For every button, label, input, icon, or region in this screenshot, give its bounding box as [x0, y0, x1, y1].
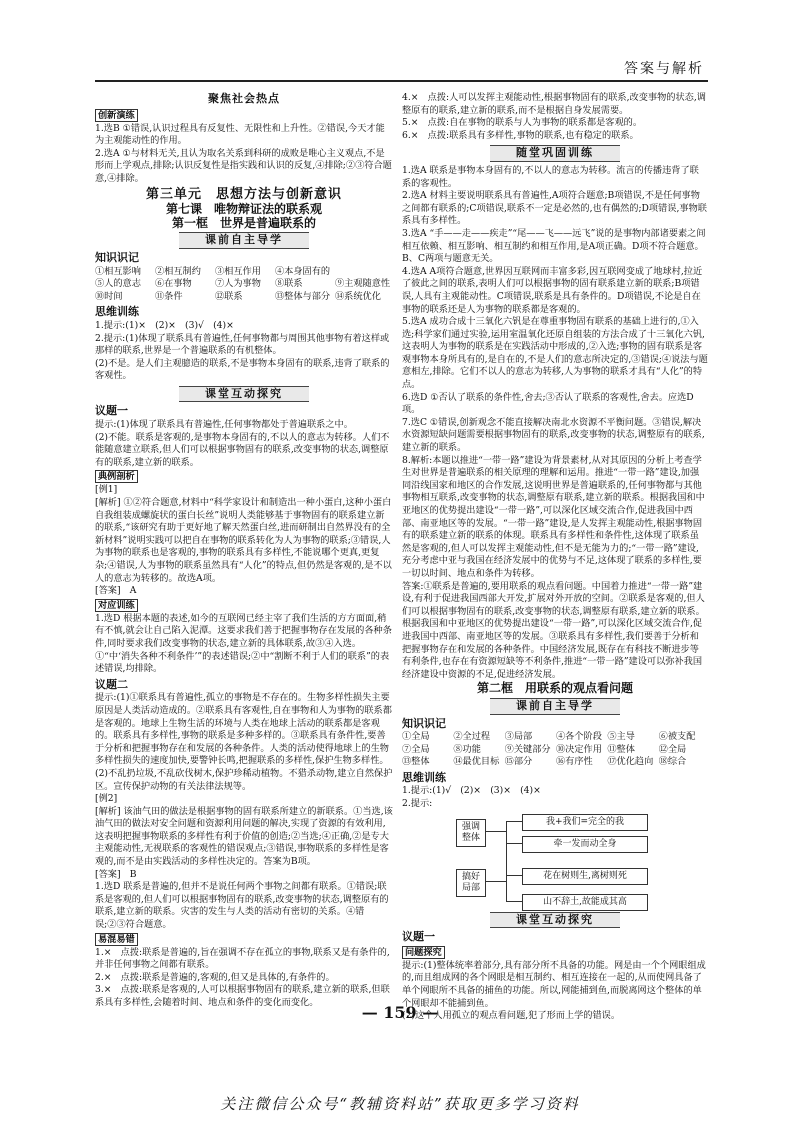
- answer-para: 6.× 点拨:联系具有多样性,事物的联系,也有稳定的联系。: [402, 129, 639, 141]
- answer-para: (2)不是。是人们主观臆造的联系,不是事物本身固有的联系,违背了联系的客观性。: [95, 357, 390, 382]
- thinking-heading: 思维训练: [402, 770, 446, 784]
- page-header: [95, 52, 708, 82]
- page-number: — 159 —: [361, 1003, 439, 1022]
- answer-para: [解析] 该油气田的做法是根据事物的固有联系所建立的新联系。①当选,该油气田的做法对安全问题和资源利用问题的解决,实现了资源的有效利用,这表明把握事物联系的多样性有利于价值的创造;②当选;④正确,②是专大主观能动性,无视联系的客观性的错误观点;③错误,事物联系的多样性是客观的,而不是由实践活动的多样性决定的。答案为B项。: [95, 805, 393, 868]
- frame-title: 第一框 世界是普遍联系的: [171, 215, 316, 230]
- answer-para: 1.选D 联系是普遍的,但并不是说任何两个事物之间都有联系。①错误;联系是客观的,但人们可以根据事物固有的联系,改变事物的状态,调整原有的联系,建立新的联系。灾害的发生与人类的活动有密切的关系。④错误;②③符合题意。: [95, 881, 389, 931]
- answer-line: [答案] B: [95, 868, 137, 880]
- answer-para: 2.提示:: [402, 798, 433, 810]
- band-in-class: 课堂互动探究: [95, 386, 393, 403]
- band-pre-class: 课前自主导学: [402, 698, 708, 715]
- knowledge-heading: 知识识记: [95, 250, 139, 264]
- band-pre-class: 课前自主导学: [95, 232, 393, 249]
- answer-para: 3.选A “手——走——疾走”“尾——飞——远飞”说的是事物内部诸要素之间相互依赖、相互影响、相互制约和相互作用,是A项正确。D项不符合题意。B、C两项与题意无关。: [402, 227, 706, 265]
- tag-example: 典例剖析: [95, 470, 138, 483]
- mind-box-whole: 强调整体: [456, 819, 486, 847]
- header-title: 答案与解析: [624, 61, 704, 77]
- answer-para: 7.选C ①错误,创新观念不能直接解决南北水资源不平衡问题。③错误,解决水资源短缺问题需要根据事物固有的联系,改变事物的状态,调整原有的联系,建立新的联系。: [402, 416, 705, 454]
- answer-para: 2.× 点拨:联系是普遍的,客观的,但又是具体的,有条件的。: [95, 971, 335, 983]
- knowledge-grid: ①相互影响 ②相互制约 ③相互作用 ④本身固有的 ⑤人的意志 ⑥在事物 ⑦人为事物 ⑧联系 ⑨主观随意性 ⑩时间 ⑪条件 ⑫联系 ⑬整体与部分 ⑭系统优化: [95, 265, 391, 302]
- mind-map: [450, 813, 708, 909]
- answer-para: 5.选A 成功合成十三氧化六钒是在尊重事物固有联系的基础上进行的,①入选;科学家们通过实验,运用室温氧化还原自组装的方法合成了十三氧化六钒,这表明人为事物的联系是在实践活动中形成的,②入选;事物的固有联系是客观事物本身所具有的,是自在的,不是人们的意志所决定的,③错误;④说法与题意相左,排除。它们不以人的意志为转移,人为事物的联系才具有“人化”的特点。: [402, 316, 708, 391]
- answer-para: (2)不能。联系是客观的,是事物本身固有的,不以人的意志为转移。人们不能随意建立联系,但人们可以根据事物固有的联系,改变事物的状态,调整原有的联系,建立新的联系。: [95, 431, 390, 468]
- answer-para: 1.提示:(1)√ (2)× (3)× (4)×: [402, 785, 541, 797]
- tag-innovation: 创新演练: [95, 109, 138, 122]
- answer-para: (2)这个人用孤立的观点看问题,犯了形而上学的错误。: [402, 1010, 621, 1022]
- answer-para: 4.× 点拨:人可以发挥主观能动性,根据事物固有的联系,改变事物的状态,调整原有的联系,建立新的联系,而不是根据自身发展需要。: [402, 92, 706, 116]
- topic-heading: 议题一: [402, 930, 435, 944]
- answer-para: 2.选A 材料主要说明联系具有普遍性,A项符合题意;B项错误,不是任何事物之间都有联系的;C项错误,联系不一定是必然的,也有偶然的;D项错误,事物联系具有多样性。: [402, 190, 707, 227]
- mind-box: 牵一发而动全身: [522, 836, 648, 853]
- band-quiz: 随堂巩固训练: [402, 145, 708, 162]
- knowledge-heading: 知识识记: [402, 716, 446, 730]
- right-column: [402, 92, 708, 1023]
- lesson-title: 第七课 唯物辩证法的联系观: [165, 202, 322, 217]
- answer-para: 答案:①联系是普遍的,要用联系的观点看问题。中国着力推进“一带一路”建设,有利于促进我国西部大开发,扩展对外开放的空间。②联系是客观的,但人们可以根据事物固有的联系,改变事物的状态,调整原有联系,建立新的联系。根据我国和中亚地区的优势提出建设“一带一路”,可以深化区域交流合作,促进我国中西部、南亚地区等的发展。③联系具有多样性,我们要善于分析和把握事物存在和发展的各种条件。中国经济发展,既存在有科技不断进步等有利条件,也存在有资源短缺等不利条件,推进“一带一路”建设可以弥补我国经济建设中资源的不足,促进经济发展。: [402, 580, 705, 680]
- mind-box-part: 搞好局部: [456, 869, 486, 897]
- mind-box: 花在树则生,离树则死: [522, 868, 648, 885]
- mind-box: 山不辞土,故能成其高: [522, 894, 648, 911]
- answer-para: 1.提示:(1)× (2)× (3)√ (4)×: [95, 319, 234, 331]
- answer-para: 提示:(1)体现了联系具有普遍性,任何事物都处于普遍联系之中。: [95, 419, 353, 431]
- topic-heading: 议题一: [95, 404, 128, 418]
- thinking-heading: 思维训练: [95, 305, 139, 319]
- tag-mix: 易混易错: [95, 933, 138, 946]
- answer-para: 1.× 点拨:联系是普遍的,旨在强调不存在孤立的事物,联系又是有条件的,并非任何事物之间都有联系。: [95, 946, 390, 971]
- answer-line: [答案] A: [95, 585, 137, 597]
- answer-para: 1.选B ①错误,认识过程具有反复性、无限性和上升性。②错误,今天才能为主观能动性的作用。: [95, 122, 385, 147]
- answer-para: (2)不乱扔垃圾,不乱砍伐树木,保护珍稀动植物。不猎杀动物,建立自然保护区。宣传保护动物的有关法律法规等。: [95, 767, 393, 792]
- mind-box: 我+我们=完全的我: [522, 814, 648, 831]
- answer-para: 提示:(1)整体统率着部分,具有部分所不具备的功能。网是由一个个网眼组成的,而且组成网的各个网眼是相互制约、相互连接在一起的,从而使网具备了单个网眼所不具备的捕鱼的功能。所以,网能捕到鱼,而脱离网这个整体的单个网眼却不能捕到鱼。: [402, 959, 706, 1009]
- answer-para: 2.提示:(1)体现了联系具有普遍性,任何事物都与周围其他事物有着这样或那样的联系,世界是一个普遍联系的有机整体。: [95, 332, 390, 357]
- example-label: [例1]: [95, 484, 118, 496]
- answer-para: 1.选D 根据本题的表述,如今的互联网已经主宰了我们生活的方方面面,稍有不慎,就会让自己陷入泥潭。这要求我们善于把握事物存在发展的各种条件,同时要求我们改变事物的状态,建立新的具体联系,故③④入选。①“中‘消失各种不利条件’”的表述错误;②中“割断不利于人们的联系”的表述错误,均排除。: [95, 612, 392, 675]
- frame-title: 第二框 用联系的观点看问题: [476, 681, 633, 696]
- answer-para: 提示:(1)①联系具有普遍性,孤立的事物是不存在的。生物多样性损失主要原因是人类活动造成的。②联系具有客观性,自在事物和人为事物的联系都是客观的。地球上生物生活的环境与人类在地球上活动的联系都是客观的。联系具有多样性,事物的联系是多种多样的。③联系具有条件性,要善于分析和把握事物存在和发展的各种条件。人类的活动使得地球上的生物多样性损失的速度加快,要警钟长鸣,把握联系的多样性,保护生物多样性。: [95, 692, 392, 767]
- unit-title: 第三单元 思想方法与创新意识: [145, 186, 342, 202]
- left-column: [95, 92, 393, 1010]
- topic-heading: 议题二: [95, 677, 128, 691]
- answer-para: 6.选D ①否认了联系的条件性,舍去;③否认了联系的客观性,舍去。应选D项。: [402, 391, 694, 416]
- answer-para: 3.× 点拨:联系是客观的,人可以根据事物固有的联系,建立新的联系,但联系具有多样性,会随着时间、地点和条件的变化而变化。: [95, 984, 390, 1008]
- tag-training: 对应训练: [95, 599, 138, 612]
- answer-para: 1.选A 联系是事物本身固有的,不以人的意志为转移。流言的传播违背了联系的客观性。: [402, 164, 699, 189]
- section-title: 聚焦社会热点: [208, 92, 280, 105]
- band-in-class: 课堂互动探究: [402, 912, 708, 929]
- answer-para: [解析] ①②符合题意,材料中“科学家设计和制造出一种小蛋白,这种小蛋白自我组装成螺旋状的蛋白长丝”说明人类能够基于事物固有的联系建立新的联系,“该研究有助于更好地了解天然蛋白丝,进而研制出自然界没有的全新材料”说明实践可以把自在事物的联系转化为人为事物的联系;③错误,人为事物的联系也是客观的,事物的联系具有多样性,不能说哪个更真,更复杂;④错误,人为事物的联系虽然具有“人化”的特点,但仍然是客观的,是不以人的意志为转移的。故选A项。: [95, 497, 392, 584]
- tag-question: 问题探究: [402, 946, 445, 959]
- example-label: [例2]: [95, 793, 118, 805]
- knowledge-grid: ①全局 ②全过程 ③局部 ④各个阶段 ⑤主导 ⑥被支配 ⑦全局 ⑧功能 ⑨关键部分 ⑩决定作用 ⑪整体 ⑫全局 ⑬整体 ⑭最优目标 ⑮部分 ⑯有序性 ⑰优化趋向 ⑱综合: [402, 731, 696, 768]
- answer-para: 2.选A ①与材料无关,且认为取名关系到科研的成败是唯心主义观点,不是形而上学观点,排除;认识反复性是指实践和认识的反复,④排除;②③符合题意,④排除。: [95, 147, 392, 184]
- answer-para: 5.× 点拨:自在事物的联系与人为事物的联系都是客观的。: [402, 117, 643, 129]
- answer-para: 8.解析:本题以推进“一带一路”建设为背景素材,从对其原因的分析上考查学生对世界是普遍联系的相关原理的理解和运用。推进“一带一路”建设,加强同沿线国家和地区的合作发展,这说明世界是普遍联系的,任何事物都与其他事物相互联系,改变事物的状态,调整原有联系,建立新的联系。根据我国和中亚地区的优势提出建设“一带一路”,可以深化区域交流合作,促进我国中西部、南亚地区等的发展。“一带一路”建设,是人发挥主观能动性,根据事物固有的联系建立新的联系的体现。联系具有多样性和条件性,这体现了联系虽然是客观的,但人可以发挥主观能动性,但不是无能为力的;“一带一路”建设,充分考虑中亚与我国在经济发展中的优势与不足,这体现了联系的多样性,要一切以时间、地点和条件为转移。: [402, 454, 705, 579]
- answer-para: 4.选A A项符合题意,世界因互联网而丰富多彩,因互联网变成了地球村,拉近了彼此之间的联系,表明人们可以根据事物的固有联系建立新的联系;B项错误,人具有主观能动性。C项错误,联系是具有条件的。D项错误,不论是自在事物的联系还是人为事物的联系都是客观的。: [402, 265, 703, 315]
- footer-note: 关注微信公众号“教辅资料站”获取更多学习资料: [220, 1095, 580, 1113]
